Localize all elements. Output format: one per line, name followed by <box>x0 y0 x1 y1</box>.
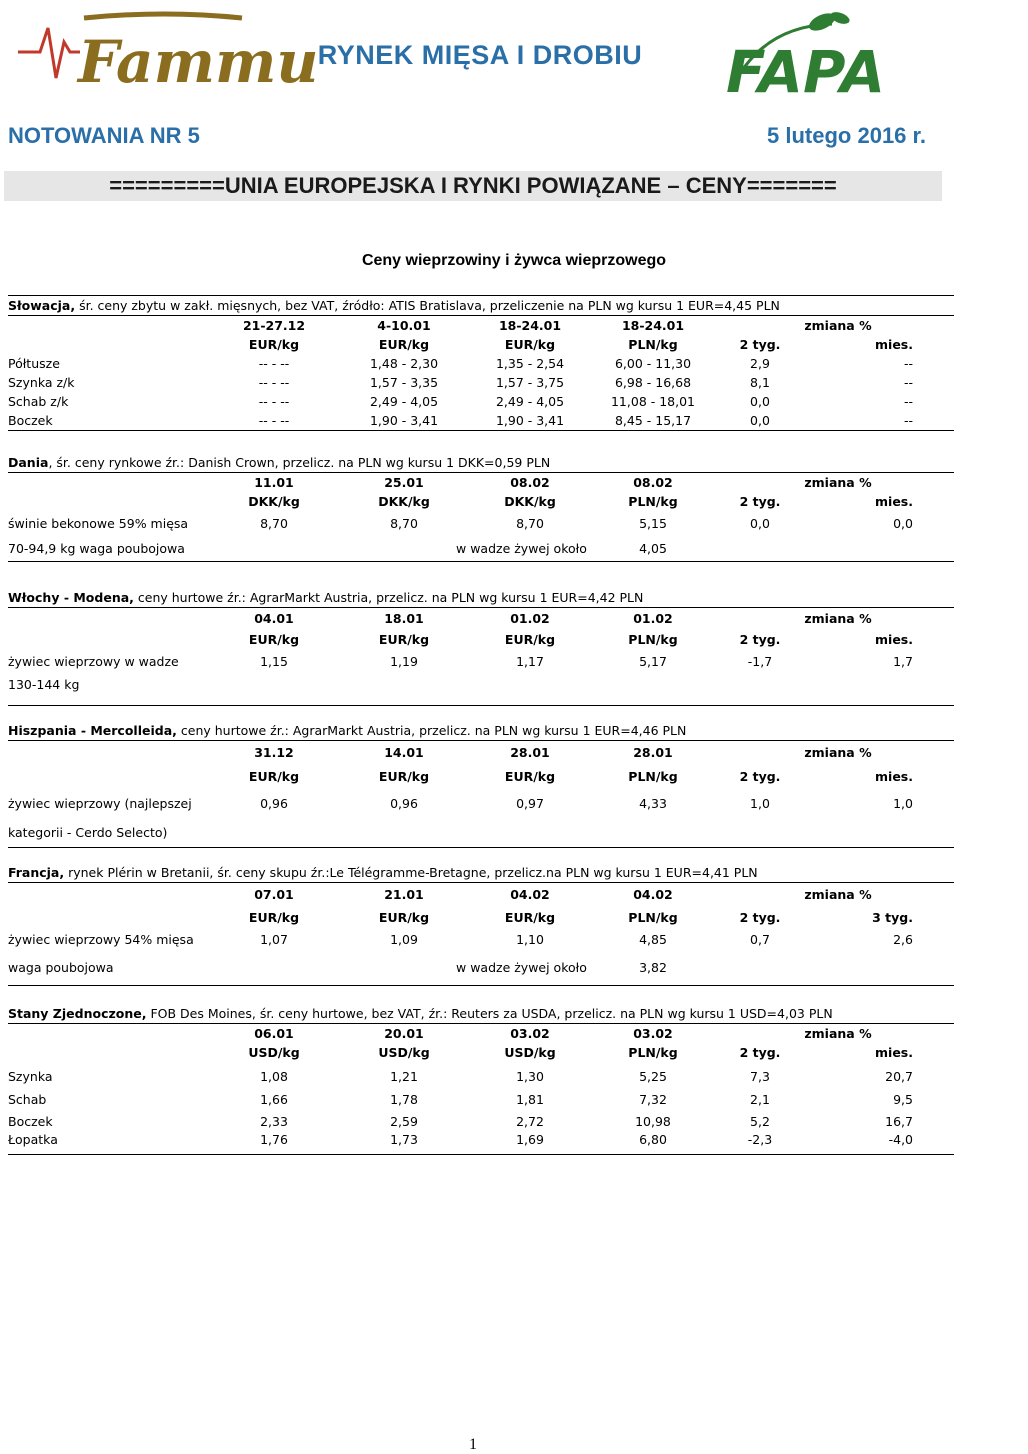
table-row: Łopatka 1,76 1,73 1,69 6,80 -2,3 -4,0 <box>8 1130 954 1155</box>
denmark-dates-row: 11.01 25.01 08.02 08.02 zmiana % <box>254 475 872 490</box>
table-row: Półtusze -- - -- 1,48 - 2,30 1,35 - 2,54 6,00 - 11,30 2,9 -- <box>8 356 913 371</box>
france-units-row: EUR/kg EUR/kg EUR/kg PLN/kg 2 tyg. 3 tyg. <box>248 910 913 925</box>
table-row: żywiec wieprzowy 54% mięsa 1,07 1,09 1,10 4,85 0,7 2,6 <box>8 932 913 947</box>
france-section <box>8 863 954 986</box>
denmark-section <box>8 453 954 562</box>
page-title: RYNEK MIĘSA I DROBIU <box>317 40 643 70</box>
section-banner: =========UNIA EUROPEJSKA I RYNKI POWIĄZANE – CENY======= <box>4 171 942 201</box>
denmark-units-row: DKK/kg DKK/kg DKK/kg PLN/kg 2 tyg. mies. <box>248 494 913 509</box>
table-row: żywiec wieprzowy (najlepszej 0,96 0,96 0,97 4,33 1,0 1,0 <box>8 796 913 811</box>
usa-units-row: USD/kg USD/kg USD/kg PLN/kg 2 tyg. mies. <box>248 1045 913 1060</box>
slovakia-heading: Słowacja, śr. ceny zbytu w zakł. mięsnych, bez VAT, źródło: ATIS Bratislava, przeliczenie na PLN wg kursu 1 EUR=4,45 PLN <box>8 295 954 316</box>
page-number: 1 <box>469 1436 477 1453</box>
table-row: Schab 1,66 1,78 1,81 7,32 2,1 9,5 <box>8 1092 913 1107</box>
france-dates-row: 07.01 21.01 04.02 04.02 zmiana % <box>254 887 872 902</box>
denmark-heading: Dania, śr. ceny rynkowe źr.: Danish Crown, przelicz. na PLN wg kursu 1 DKK=0,59 PLN <box>8 453 954 473</box>
table-row: 130-144 kg <box>8 673 954 706</box>
usa-dates-row: 06.01 20.01 03.02 03.02 zmiana % <box>254 1026 872 1041</box>
spain-units-row: EUR/kg EUR/kg EUR/kg PLN/kg 2 tyg. mies. <box>248 769 913 784</box>
svg-text:FAPA: FAPA <box>726 38 886 106</box>
table-row: Schab z/k -- - -- 2,49 - 4,05 2,49 - 4,05 11,08 - 18,01 0,0 -- <box>8 394 913 409</box>
notowania-date: 5 lutego 2016 r. <box>767 123 926 148</box>
notowania-number: NOTOWANIA NR 5 <box>8 123 200 148</box>
fapa-logo <box>722 6 944 106</box>
table-row: 70-94,9 kg waga poubojowa w wadze żywej około 4,05 <box>8 536 954 562</box>
table-row: Szynka 1,08 1,21 1,30 5,25 7,3 20,7 <box>8 1069 913 1084</box>
table-row: Boczek -- - -- 1,90 - 3,41 1,90 - 3,41 8,45 - 15,17 0,0 -- <box>8 411 954 431</box>
italy-units-row: EUR/kg EUR/kg EUR/kg PLN/kg 2 tyg. mies. <box>248 632 913 647</box>
slovakia-dates-row: 21-27.12 4-10.01 18-24.01 18-24.01 zmiana % <box>242 318 872 333</box>
italy-heading: Włochy - Modena, ceny hurtowe źr.: AgrarMarkt Austria, przelicz. na PLN wg kursu 1 EUR=4,42 PLN <box>8 588 954 608</box>
france-heading: Francja, rynek Plérin w Bretanii, śr. ceny skupu źr.:Le Télégramme-Bretagne, przelicz.na PLN wg kursu 1 EUR=4,41 PLN <box>8 863 954 883</box>
table-row: waga poubojowa w wadze żywej około 3,82 <box>8 951 954 986</box>
spain-dates-row: 31.12 14.01 28.01 28.01 zmiana % <box>254 745 872 760</box>
svg-text:Fammu: Fammu <box>78 28 319 96</box>
italy-section <box>8 588 954 706</box>
usa-section <box>8 1004 954 1155</box>
spain-heading: Hiszpania - Mercolleida, ceny hurtowe źr.: AgrarMarkt Austria, przelicz. na PLN wg kursu 1 EUR=4,46 PLN <box>8 721 954 741</box>
usa-heading: Stany Zjednoczone, FOB Des Moines, śr. ceny hurtowe, bez VAT, źr.: Reuters za USDA, przelicz. na PLN wg kursu 1 USD=4,03 PLN <box>8 1004 954 1024</box>
table-row: Boczek 2,33 2,59 2,72 10,98 5,2 16,7 <box>8 1114 913 1129</box>
slovakia-section <box>8 295 954 431</box>
table-row: świnie bekonowe 59% mięsa 8,70 8,70 8,70 5,15 0,0 0,0 <box>8 516 913 531</box>
table-row: kategorii - Cerdo Selecto) <box>8 819 954 848</box>
section-subtitle: Ceny wieprzowiny i żywca wieprzowego <box>361 252 667 269</box>
table-row: Szynka z/k -- - -- 1,57 - 3,35 1,57 - 3,75 6,98 - 16,68 8,1 -- <box>8 375 913 390</box>
table-row: żywiec wieprzowy w wadze 1,15 1,19 1,17 5,17 -1,7 1,7 <box>8 654 913 669</box>
italy-dates-row: 04.01 18.01 01.02 01.02 zmiana % <box>254 611 872 626</box>
spain-section <box>8 721 954 848</box>
slovakia-units-row: EUR/kg EUR/kg EUR/kg PLN/kg 2 tyg. mies. <box>248 337 913 352</box>
